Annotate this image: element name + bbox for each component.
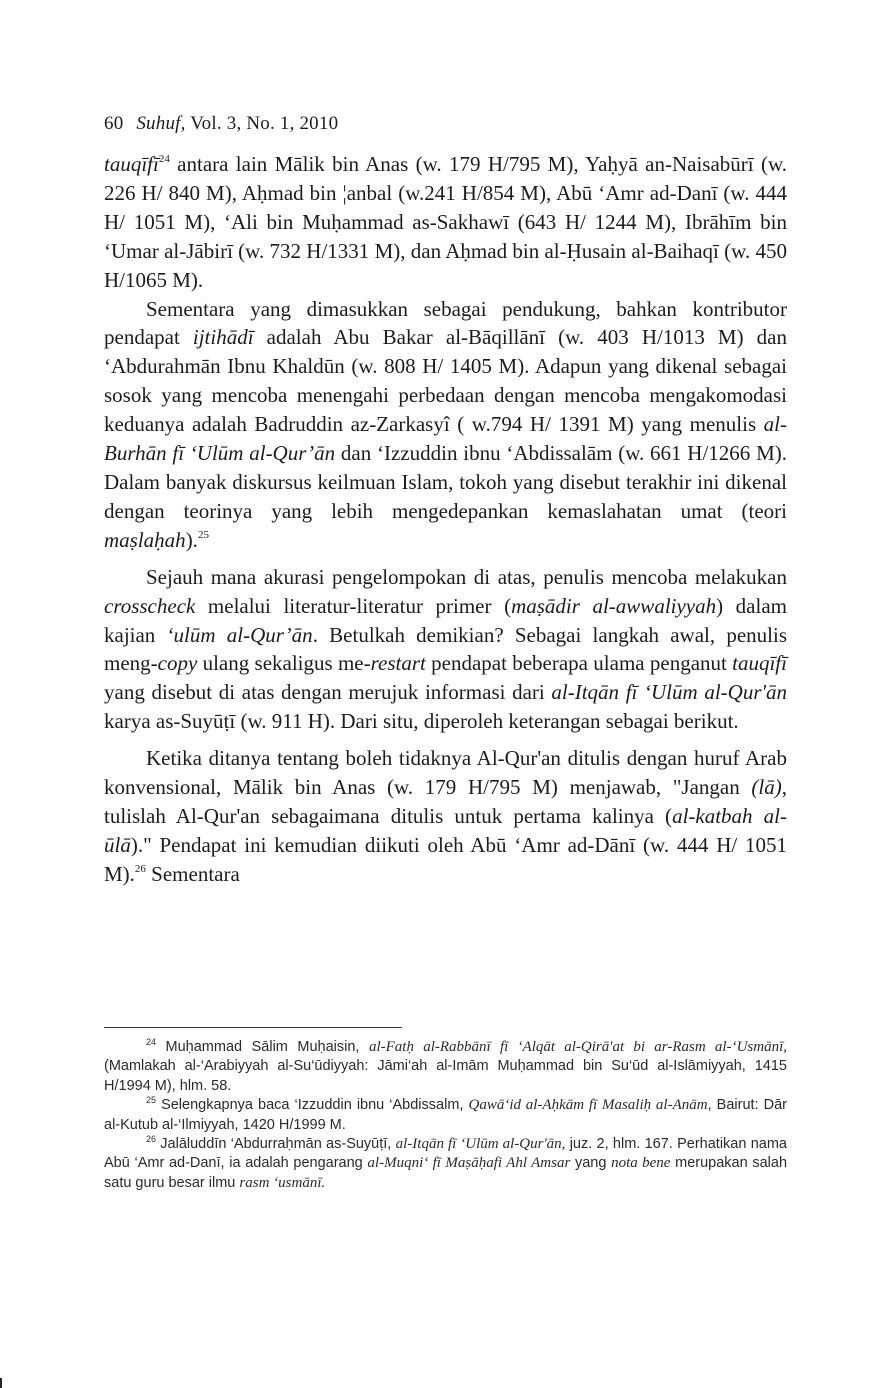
footnote-ref-25[interactable]: 25 <box>197 528 209 541</box>
footnotes <box>104 1038 787 1193</box>
term-tauqifi: tauqīfī <box>104 152 159 176</box>
footnote-ref-26[interactable]: 26 <box>134 862 146 875</box>
journal-name: Suhuf, <box>136 113 186 134</box>
main-text <box>104 150 787 889</box>
paragraph-4: Ketika ditanya tentang boleh tidaknya Al-Qur'an ditulis dengan huruf Arab konvensional, Mālik bin Anas (w. 179 H/795 M) menjawab, "Jangan (lā), tulislah Al-Qur'an sebagaimana ditulis untuk pertama kalinya (al-katbah al-ūlā)." Pendapat ini kemudian diikuti oleh Abū ‘Amr ad-Dānī (w. 444 H/ 1051 M).$^{26}$ Sementara <box>104 746 788 886</box>
footnote-25: $^{25}$ Selengkapnya baca ‘Izzuddin ibnu ‘Abdissalm, Qawā‘id al-Aḥkām fī Masaliḥ al-Anām, Bairut: Dār al-Kutub al-‘Ilmiyyah, 1420 H/1999 M. <box>104 1095 787 1133</box>
scan-edge-mark <box>0 1378 2 1388</box>
journal-volume: Vol. 3, No. 1, 2010 <box>190 113 339 134</box>
footnote-ref-24[interactable]: 24 <box>158 153 170 165</box>
paragraph-3: Sejauh mana akurasi pengelompokan di atas, penulis mencoba melakukan crosscheck melalui literatur-literatur primer (maṣādir al-awwaliyyah) dalam kajian ‘ulūm al-Qur’ān. Betulkah demikian? Sebagai langkah awal, penulis meng-copy ulang sekaligus me-restart pendapat beberapa ulama penganut tauqīfī yang disebut di atas dengan merujuk informasi dari al-Itqān fī ‘Ulūm al-Qur'ān karya as-Suyūṭī (w. 911 H). Dari situ, diperoleh keterangan sebagai berikut. <box>104 564 788 734</box>
paragraph-1: tauqīfī$^{24}$ antara lain Mālik bin Anas (w. 179 H/795 M), Yaḥyā an-Naisabūrī (w. 226 H/ 840 M), Aḥmad bin ¦anbal (w.241 H/854 M), Abū ‘Amr ad-Danī (w. 444 H/ 1051 M), ‘Ali bin Muḥammad as-Sakhawī (643 H/ 1244 M), Ibrāhīm bin ‘Umar al-Jābirī (w. 732 H/1331 M), dan Aḥmad bin al-Ḥusain al-Baihaqī (w. 450 H/1065 M). <box>104 152 787 292</box>
footnote-26: $^{26}$ Jalāluddīn ‘Abdurraḥmān as-Suyūṭī, al-Itqān fī ‘Ulūm al-Qur'ān, juz. 2, hlm. 167. Perhatikan nama Abū ‘Amr ad-Danī, ia adalah pengarang al-Muqni‘ fī Maṣāḥafi Ahl Amsar yang nota bene merupakan salah satu guru besar ilmu rasm ‘usmānī. <box>104 1134 788 1191</box>
footnote-divider <box>104 1027 402 1028</box>
page-number: 60 <box>104 113 124 134</box>
running-header <box>104 113 338 135</box>
paragraph-2: Sementara yang dimasukkan sebagai pendukung, bahkan kontributor pendapat ijtihādī adalah Abu Bakar al-Bāqillānī (w. 403 H/1013 M) dan ‘Abdurahmān Ibnu Khaldūn (w. 808 H/ 1405 M). Adapun yang dikenal sebagai sosok yang mencoba menengahi perbedaan dengan mencoba mengakomodasi keduanya adalah Badruddin az-Zarkasyî ( w.794 H/ 1391 M) yang menulis al-Burhān fī ‘Ulūm al-Qur’ān dan ‘Izzuddin ibnu ‘Abdissalām (w. 661 H/1266 M). Dalam banyak diskursus keilmuan Islam, tokoh yang disebut terakhir ini dikenal dengan teorinya yang lebih mengedepankan kemaslahatan umat (teori maṣlaḥah).$^{25}$ <box>104 296 787 552</box>
footnote-24: $^{24}$ Muḥammad Sālim Muḥaisin, al-Fatḥ al-Rabbānī fī ‘Alqāt al-Qirā'at bi ar-Rasm al-‘Usmānī, (Mamlakah al-‘Arabiyyah al-Su‘ūdiyyah: Jāmi‘ah al-Imām Muḥammad bin Su‘ūd al-Islāmiyyah, 1415 H/1994 M), hlm. 58. <box>104 1037 787 1094</box>
